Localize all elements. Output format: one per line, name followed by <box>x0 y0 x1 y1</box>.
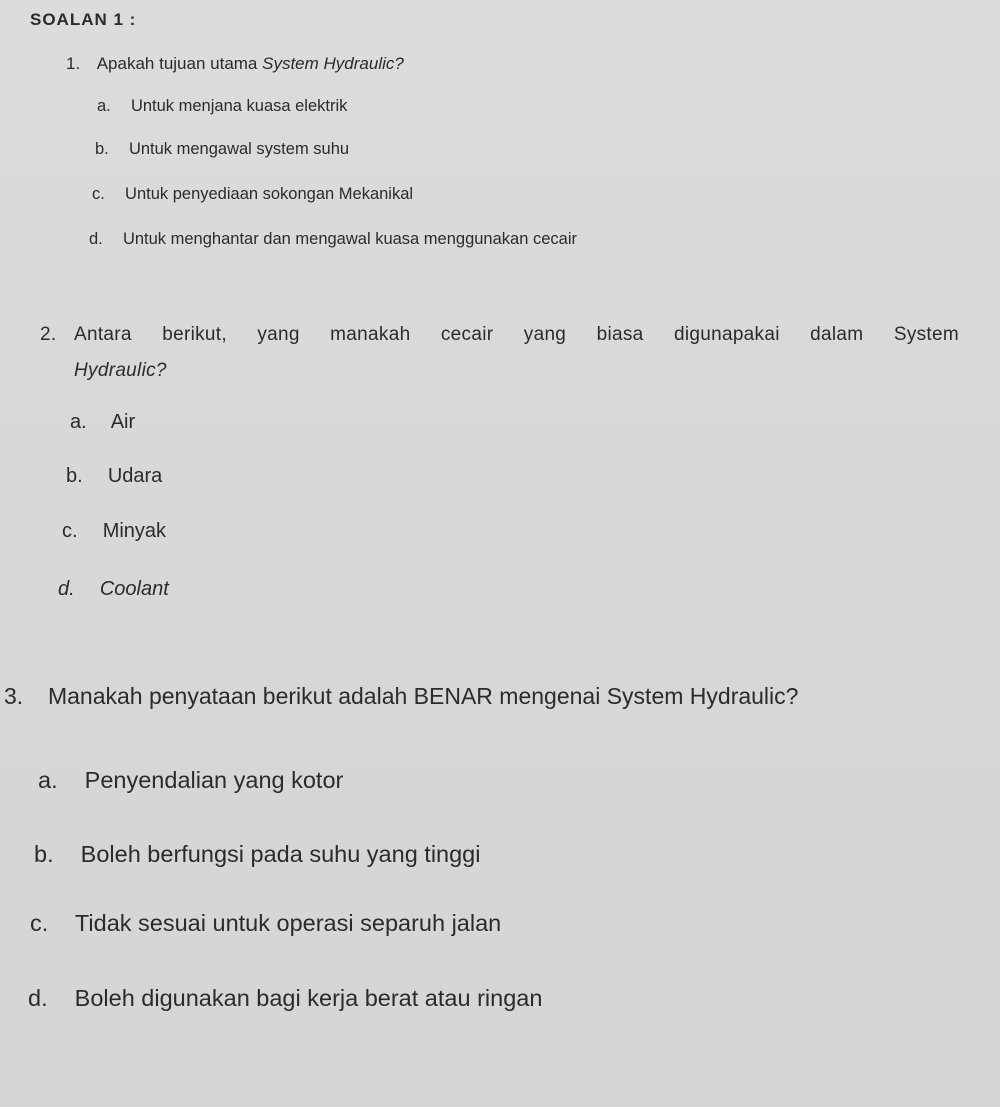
option-letter: c. <box>92 185 105 203</box>
question-1-option-a <box>97 97 347 116</box>
question-2-number: 2. <box>40 324 57 345</box>
option-text: Coolant <box>99 578 169 600</box>
option-letter: a. <box>38 767 58 793</box>
option-text: Untuk mengawal system suhu <box>128 140 350 158</box>
option-text: Untuk penyediaan sokongan Mekanikal <box>125 185 414 203</box>
question-2-text-line-1: Antara berikut, yang manakah cecair yang biasa digunapakai dalam System <box>74 324 959 345</box>
option-letter: d. <box>28 985 48 1011</box>
option-text: Udara <box>107 465 163 487</box>
option-letter: c. <box>30 910 49 936</box>
option-letter: c. <box>62 520 78 542</box>
question-3-option-c <box>30 910 501 937</box>
option-text: Minyak <box>102 520 167 542</box>
section-title: SOALAN 1 : <box>30 10 137 29</box>
option-text: Tidak sesuai untuk operasi separuh jalan <box>74 910 502 936</box>
option-text: Penyendalian yang kotor <box>84 767 344 793</box>
option-letter: b. <box>66 465 83 487</box>
option-text: Air <box>110 411 136 433</box>
question-1-text: Apakah tujuan utama <box>96 54 263 73</box>
question-3-option-a <box>38 767 343 794</box>
question-2-option-a <box>70 411 135 434</box>
option-letter: a. <box>70 411 87 433</box>
question-1-option-d <box>89 230 577 249</box>
option-letter: d. <box>58 578 75 600</box>
question-2-text-line-2: Hydraulic? <box>74 360 167 381</box>
question-3-number: 3. <box>4 683 24 709</box>
question-3-text: Manakah penyataan berikut adalah BENAR mengenai System Hydraulic? <box>47 683 799 709</box>
question-3-option-d <box>28 985 542 1012</box>
question-3-option-b <box>34 841 480 868</box>
option-letter: b. <box>34 841 54 867</box>
option-text: Untuk menghantar dan mengawal kuasa menggunakan cecair <box>122 230 577 248</box>
question-1-number: 1. <box>66 54 81 73</box>
question-2-option-c <box>62 520 166 543</box>
option-text: Boleh berfungsi pada suhu yang tinggi <box>80 841 481 867</box>
question-1-option-b <box>95 140 349 159</box>
option-text: Boleh digunakan bagi kerja berat atau ringan <box>74 985 543 1011</box>
question-2-option-b <box>66 465 162 488</box>
question-1 <box>66 54 404 74</box>
question-2-option-d <box>58 578 169 601</box>
option-letter: d. <box>89 230 103 248</box>
question-3 <box>4 683 798 710</box>
option-letter: a. <box>97 97 111 115</box>
option-text: Untuk menjana kuasa elektrik <box>130 97 348 115</box>
option-letter: b. <box>95 140 109 158</box>
question-1-option-c <box>92 185 413 204</box>
question-1-text-italic: System Hydraulic? <box>262 54 404 73</box>
